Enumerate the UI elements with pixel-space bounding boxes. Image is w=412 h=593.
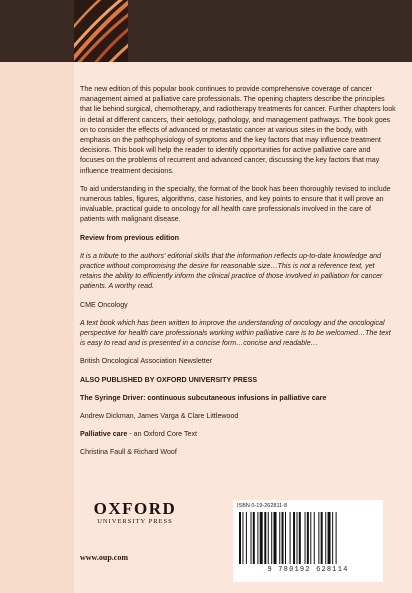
- cover-top-band: [0, 0, 412, 62]
- barcode-icon: [237, 512, 379, 566]
- also-book-authors-2: Christina Faull & Richard Woof: [80, 448, 177, 457]
- also-published-heading: ALSO PUBLISHED BY OXFORD UNIVERSITY PRESS: [80, 375, 258, 384]
- book-title-text: Palliative care: [80, 430, 128, 439]
- isbn-label: ISBN 0-19-262811-8: [237, 503, 288, 509]
- oxford-university-press-logo: [80, 500, 190, 526]
- logo-main-text: OXFORD: [93, 499, 177, 518]
- barcode-number: 9 780192 628114: [267, 566, 349, 574]
- barcode-block: [233, 500, 383, 582]
- description-paragraph-2: To aid understanding in the specialty, the format of the book has been thoroughly revised to include numerous tables, figures, algorithms, case histories, and key points to ensure that it will prove an invaluable, practical guide to oncology for all health care professionals involved in the care of patients with malignant disease.: [80, 184, 391, 224]
- review-quote-1: It is a tribute to the authors' editorial skills that the information reflects up-to-date knowledge and practice without compromising the desire for reasonable size…This is not a reference text, yet retains the ability to efficiently inform the clinical practice of those involved in palliation for cancer patients. A worthy read.: [80, 251, 383, 291]
- review-source-1: CME Oncology: [80, 300, 128, 309]
- back-cover-text: [80, 84, 396, 466]
- also-book-title-1: [80, 393, 396, 403]
- book-title-text: The Syringe Driver: continuous subcutaneous infusions in palliative care: [80, 393, 327, 402]
- left-margin-band: [0, 62, 74, 593]
- cover-artwork: [74, 0, 128, 62]
- review-source-2: British Oncological Association Newsletter: [80, 357, 213, 366]
- also-book-authors-1: Andrew Dickman, James Varga & Clare Littlewood: [80, 412, 239, 421]
- description-paragraph-1: The new edition of this popular book continues to provide comprehensive coverage of cancer management aimed at palliative care professionals. The opening chapters describe the principles that lie behind surgical, chemotherapy, and radiotherapy treatments for cancer. Further chapters look in detail at different cancers, their aetiology, pathology, and management pathways. The book goes on to consider the effects of advanced or metastatic cancer at various sites in the body, with emphasis on the pathophysiology of symptoms and the key factors that may influence treatment decisions. This book will help the reader to identify opportunities for active palliative care and focuses on the problems of recurrent and advanced cancer, discussing the key factors that may influence treatment decisions.: [80, 85, 396, 175]
- review-heading: Review from previous edition: [80, 233, 179, 242]
- publisher-website: www.oup.com: [80, 553, 129, 562]
- book-subtitle-text: - an Oxford Core Text: [127, 430, 197, 439]
- review-quote-2: A text book which has been written to improve the understanding of oncology and the oncological perspective for health care professionals working within palliative care is to be welcomed…The text is easy to read and is presented in a concise form…concise and readable…: [80, 318, 391, 348]
- logo-sub-text: UNIVERSITY PRESS: [97, 518, 173, 525]
- also-book-title-2: [80, 429, 396, 439]
